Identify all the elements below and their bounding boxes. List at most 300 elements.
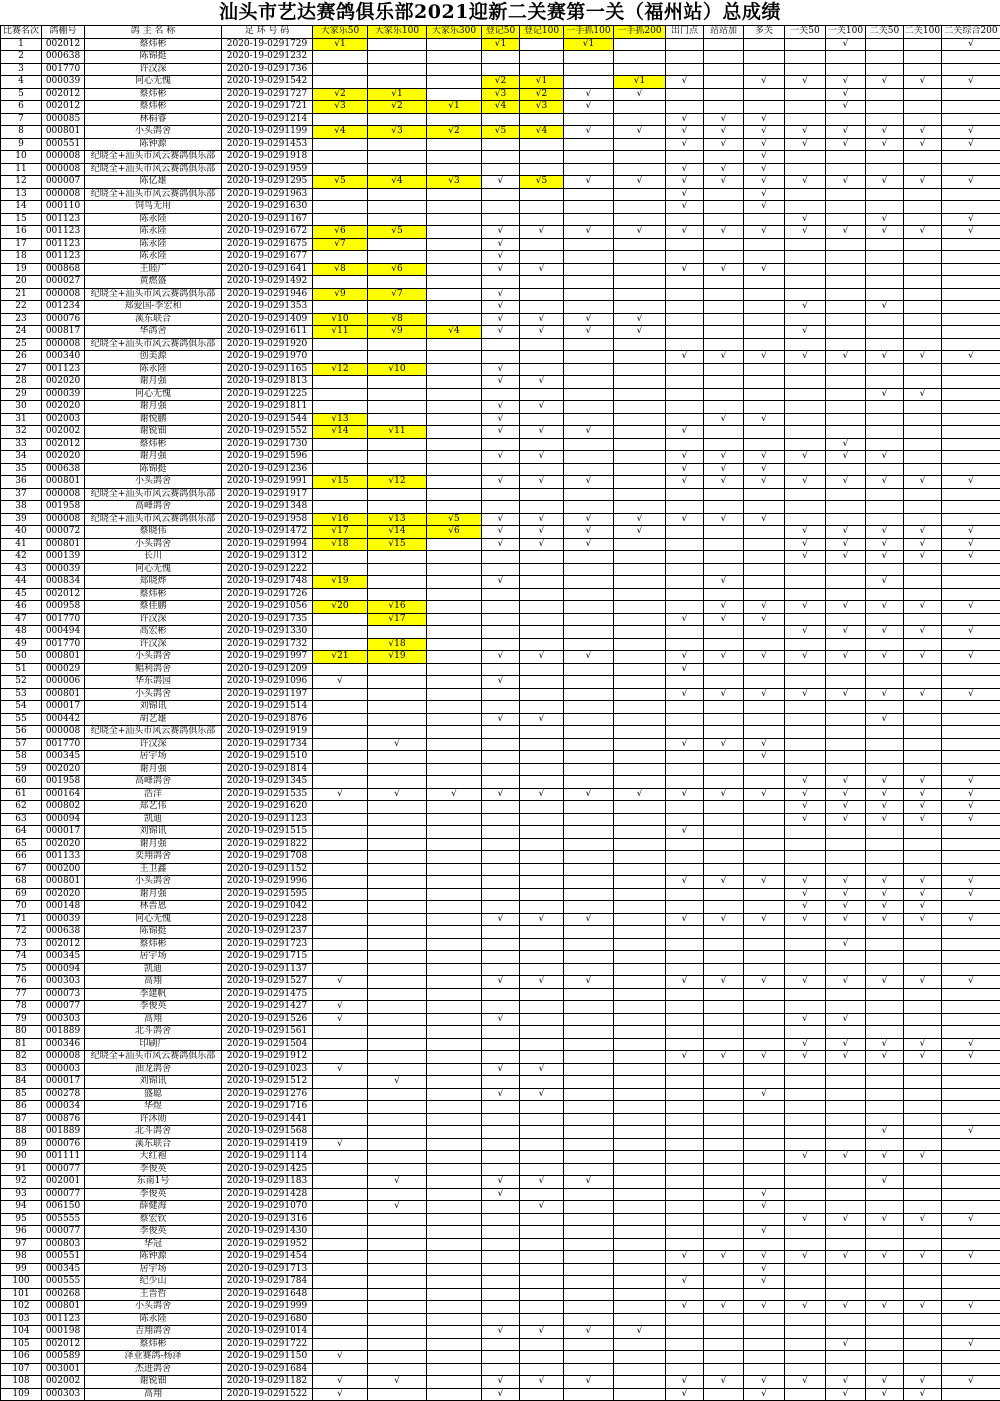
cell-yishouzhua200 [614, 1388, 666, 1401]
cell-yishouzhua100: √ [564, 176, 614, 189]
cell-ring: 2020-19-0291492 [222, 276, 313, 289]
cell-dajiale300 [427, 651, 482, 664]
cell-rank: 20 [1, 276, 42, 289]
cell-rank: 8 [1, 126, 42, 139]
cell-erguan100 [904, 251, 942, 264]
cell-loft-id: 000039 [42, 563, 85, 576]
cell-loft-id: 000017 [42, 826, 85, 839]
cell-yiguan50 [785, 963, 826, 976]
cell-zhanzhanjia: √ [704, 351, 744, 364]
cell-chumendian [666, 1163, 704, 1176]
cell-dengji100 [520, 363, 564, 376]
cell-duoguan: √ [744, 688, 785, 701]
cell-dajiale300 [427, 563, 482, 576]
cell-dajiale300 [427, 238, 482, 251]
cell-ring: 2020-19-0291999 [222, 1301, 313, 1314]
cell-erguan50: √ [866, 1213, 904, 1226]
cell-dajiale100: √12 [368, 476, 427, 489]
cell-dengji50 [482, 551, 520, 564]
cell-rank: 14 [1, 201, 42, 214]
cell-yiguan50: √ [785, 1151, 826, 1164]
cell-owner: 谢锐钿 [85, 1376, 222, 1389]
cell-dajiale50: √3 [313, 101, 368, 114]
cell-yishouzhua100 [564, 463, 614, 476]
cell-rank: 44 [1, 576, 42, 589]
cell-rank: 54 [1, 701, 42, 714]
cell-yiguan100: √ [826, 913, 866, 926]
table-row [1, 813, 1000, 826]
cell-yishouzhua100 [564, 276, 614, 289]
table-row [1, 351, 1000, 364]
cell-dajiale100: √6 [368, 263, 427, 276]
cell-zhanzhanjia [704, 1163, 744, 1176]
cell-owner: 浩洋 [85, 788, 222, 801]
table-row [1, 513, 1000, 526]
cell-zhanzhanjia [704, 1063, 744, 1076]
cell-rank: 97 [1, 1238, 42, 1251]
cell-erguan100: √ [904, 1151, 942, 1164]
cell-rank: 21 [1, 288, 42, 301]
cell-chumendian [666, 1338, 704, 1351]
cell-duoguan [744, 838, 785, 851]
cell-duoguan [744, 951, 785, 964]
table-row [1, 751, 1000, 764]
cell-yiguan50 [785, 988, 826, 1001]
cell-dajiale300 [427, 588, 482, 601]
cell-owner: 小头鸽舍 [85, 476, 222, 489]
cell-dajiale300 [427, 1188, 482, 1201]
cell-dajiale100 [368, 938, 427, 951]
cell-rank: 5 [1, 88, 42, 101]
cell-chumendian [666, 38, 704, 51]
cell-owner: 蔡炜彬 [85, 938, 222, 951]
cell-dengji50 [482, 1138, 520, 1151]
cell-yishouzhua200: √ [614, 126, 666, 139]
cell-rank: 90 [1, 1151, 42, 1164]
cell-ring: 2020-19-0291620 [222, 801, 313, 814]
cell-dajiale100: √11 [368, 426, 427, 439]
cell-duoguan [744, 213, 785, 226]
cell-loft-id: 000801 [42, 1301, 85, 1314]
cell-loft-id: 006150 [42, 1201, 85, 1214]
cell-yiguan50 [785, 763, 826, 776]
cell-yishouzhua200 [614, 926, 666, 939]
cell-erguan100 [904, 51, 942, 64]
cell-dajiale50: √ [313, 1063, 368, 1076]
cell-dengji100 [520, 726, 564, 739]
cell-yiguan100: √ [826, 1338, 866, 1351]
cell-dajiale100 [368, 51, 427, 64]
cell-duoguan [744, 963, 785, 976]
cell-ring: 2020-19-0291715 [222, 951, 313, 964]
table-row [1, 676, 1000, 689]
cell-owner: 蔡宏钦 [85, 1213, 222, 1226]
cell-dajiale50 [313, 1088, 368, 1101]
cell-rank: 56 [1, 726, 42, 739]
cell-ring: 2020-19-0291784 [222, 1276, 313, 1289]
cell-erguan50: √ [866, 1376, 904, 1389]
cell-loft-id: 000039 [42, 76, 85, 89]
cell-rank: 91 [1, 1163, 42, 1176]
cell-dajiale300 [427, 338, 482, 351]
cell-erguan50 [866, 251, 904, 264]
cell-erguan-zonghe200 [942, 1351, 1000, 1364]
cell-yishouzhua200 [614, 1251, 666, 1264]
cell-owner: 林梋睿 [85, 113, 222, 126]
cell-yiguan50: √ [785, 976, 826, 989]
cell-erguan50 [866, 826, 904, 839]
cell-ring: 2020-19-0291475 [222, 988, 313, 1001]
cell-chumendian [666, 926, 704, 939]
cell-yiguan100 [826, 563, 866, 576]
cell-erguan-zonghe200 [942, 276, 1000, 289]
cell-erguan100 [904, 1101, 942, 1114]
cell-ring: 2020-19-0291918 [222, 151, 313, 164]
cell-chumendian [666, 551, 704, 564]
table-row [1, 1063, 1000, 1076]
cell-erguan50 [866, 426, 904, 439]
cell-dajiale100 [368, 1051, 427, 1064]
cell-yiguan50 [785, 1363, 826, 1376]
cell-rank: 69 [1, 888, 42, 901]
cell-loft-id: 000200 [42, 863, 85, 876]
table-row [1, 563, 1000, 576]
cell-dajiale300 [427, 1138, 482, 1151]
cell-erguan50: √ [866, 1051, 904, 1064]
cell-dajiale50 [313, 201, 368, 214]
cell-dajiale300 [427, 38, 482, 51]
cell-dajiale100: √7 [368, 288, 427, 301]
cell-dajiale300 [427, 863, 482, 876]
cell-chumendian [666, 801, 704, 814]
cell-erguan100 [904, 663, 942, 676]
cell-yiguan100 [826, 1176, 866, 1189]
cell-dajiale100 [368, 701, 427, 714]
cell-erguan100: √ [904, 1251, 942, 1264]
cell-dengji100 [520, 188, 564, 201]
cell-dajiale300 [427, 276, 482, 289]
cell-dajiale300 [427, 538, 482, 551]
cell-rank: 100 [1, 1276, 42, 1289]
cell-yishouzhua100 [564, 688, 614, 701]
cell-duoguan [744, 101, 785, 114]
cell-zhanzhanjia [704, 101, 744, 114]
cell-erguan50 [866, 1326, 904, 1339]
cell-erguan-zonghe200: √ [942, 801, 1000, 814]
cell-zhanzhanjia [704, 776, 744, 789]
cell-dengji100 [520, 751, 564, 764]
cell-yishouzhua200 [614, 1338, 666, 1351]
cell-owner: 陈永陸 [85, 251, 222, 264]
cell-chumendian [666, 338, 704, 351]
cell-erguan100: √ [904, 913, 942, 926]
cell-rank: 86 [1, 1101, 42, 1114]
cell-yishouzhua100 [564, 1363, 614, 1376]
cell-dajiale50 [313, 1251, 368, 1264]
cell-yishouzhua100 [564, 1313, 614, 1326]
cell-yishouzhua100 [564, 63, 614, 76]
cell-yiguan50: √ [785, 801, 826, 814]
cell-chumendian [666, 438, 704, 451]
cell-duoguan: √ [744, 1376, 785, 1389]
cell-dengji100 [520, 926, 564, 939]
cell-yishouzhua100 [564, 763, 614, 776]
cell-erguan100 [904, 826, 942, 839]
cell-rank: 35 [1, 463, 42, 476]
cell-owner: 溪东联合 [85, 1138, 222, 1151]
cell-loft-id: 000094 [42, 813, 85, 826]
cell-loft-id: 000345 [42, 951, 85, 964]
cell-dajiale50 [313, 938, 368, 951]
cell-zhanzhanjia [704, 988, 744, 1001]
cell-erguan-zonghe200 [942, 1326, 1000, 1339]
cell-zhanzhanjia [704, 588, 744, 601]
cell-yiguan50 [785, 1163, 826, 1176]
cell-dajiale50 [313, 776, 368, 789]
cell-yiguan50 [785, 1288, 826, 1301]
cell-yiguan100 [826, 463, 866, 476]
cell-chumendian [666, 388, 704, 401]
cell-dengji50 [482, 276, 520, 289]
cell-dajiale300 [427, 1201, 482, 1214]
cell-yishouzhua100 [564, 1038, 614, 1051]
cell-dajiale50 [313, 951, 368, 964]
cell-rank: 41 [1, 538, 42, 551]
cell-zhanzhanjia [704, 1201, 744, 1214]
cell-yiguan50: √ [785, 626, 826, 639]
cell-rank: 106 [1, 1351, 42, 1364]
table-row [1, 1351, 1000, 1364]
cell-dajiale50: √21 [313, 651, 368, 664]
cell-erguan50: √ [866, 301, 904, 314]
cell-zhanzhanjia [704, 713, 744, 726]
cell-dengji50: √ [482, 1063, 520, 1076]
cell-owner: 冋心无愧 [85, 563, 222, 576]
cell-loft-id: 000077 [42, 1226, 85, 1239]
cell-ring: 2020-19-0291419 [222, 1138, 313, 1151]
cell-loft-id: 000345 [42, 1263, 85, 1276]
table-row [1, 688, 1000, 701]
cell-dengji50: √ [482, 176, 520, 189]
cell-dajiale100 [368, 201, 427, 214]
cell-yiguan100: √ [826, 438, 866, 451]
cell-rank: 11 [1, 163, 42, 176]
cell-owner: 李俊英 [85, 1001, 222, 1014]
cell-yiguan100 [826, 1263, 866, 1276]
cell-yishouzhua100: √ [564, 788, 614, 801]
cell-dajiale50: √12 [313, 363, 368, 376]
cell-dengji50 [482, 1163, 520, 1176]
cell-chumendian [666, 1026, 704, 1039]
cell-rank: 42 [1, 551, 42, 564]
cell-yishouzhua200 [614, 1126, 666, 1139]
col-header-erguan50: 二关50 [866, 26, 904, 39]
cell-yiguan100 [826, 851, 866, 864]
cell-loft-id: 000008 [42, 338, 85, 351]
cell-dajiale300 [427, 1351, 482, 1364]
cell-erguan100: √ [904, 351, 942, 364]
cell-dengji50: √ [482, 238, 520, 251]
cell-dajiale50 [313, 701, 368, 714]
cell-erguan100 [904, 738, 942, 751]
cell-zhanzhanjia [704, 901, 744, 914]
cell-dajiale100 [368, 1226, 427, 1239]
cell-owner: 谢悦鹏 [85, 413, 222, 426]
cell-erguan50: √ [866, 388, 904, 401]
cell-dajiale50 [313, 613, 368, 626]
cell-zhanzhanjia [704, 1276, 744, 1289]
cell-dengji50 [482, 876, 520, 889]
cell-dengji100 [520, 1013, 564, 1026]
cell-dajiale100: √5 [368, 226, 427, 239]
cell-loft-id: 002020 [42, 763, 85, 776]
cell-erguan-zonghe200 [942, 751, 1000, 764]
cell-dengji100 [520, 701, 564, 714]
cell-duoguan [744, 763, 785, 776]
cell-yiguan50: √ [785, 551, 826, 564]
cell-zhanzhanjia [704, 276, 744, 289]
cell-dajiale50 [313, 376, 368, 389]
cell-loft-id: 001123 [42, 251, 85, 264]
cell-chumendian: √ [666, 176, 704, 189]
cell-dajiale100: √8 [368, 313, 427, 326]
cell-chumendian [666, 151, 704, 164]
cell-erguan-zonghe200 [942, 901, 1000, 914]
cell-dengji100 [520, 388, 564, 401]
cell-duoguan [744, 1163, 785, 1176]
cell-owner: 刘锦讯 [85, 701, 222, 714]
cell-chumendian [666, 676, 704, 689]
cell-erguan50: √ [866, 688, 904, 701]
cell-yiguan100: √ [826, 901, 866, 914]
cell-yiguan100 [826, 238, 866, 251]
cell-yishouzhua100 [564, 751, 614, 764]
cell-yiguan50: √ [785, 601, 826, 614]
cell-zhanzhanjia: √ [704, 976, 744, 989]
cell-erguan-zonghe200 [942, 188, 1000, 201]
cell-erguan50: √ [866, 76, 904, 89]
cell-dajiale300 [427, 1101, 482, 1114]
cell-loft-id: 002012 [42, 38, 85, 51]
cell-dajiale300 [427, 88, 482, 101]
cell-dajiale100 [368, 163, 427, 176]
cell-erguan-zonghe200 [942, 713, 1000, 726]
cell-erguan-zonghe200 [942, 438, 1000, 451]
cell-yiguan100: √ [826, 788, 866, 801]
table-row [1, 588, 1000, 601]
cell-dajiale300 [427, 951, 482, 964]
cell-dajiale50 [313, 1226, 368, 1239]
cell-rank: 34 [1, 451, 42, 464]
cell-ring: 2020-19-0291316 [222, 1213, 313, 1226]
cell-duoguan [744, 851, 785, 864]
cell-yiguan100: √ [826, 801, 866, 814]
cell-yiguan50 [785, 1126, 826, 1139]
cell-chumendian [666, 901, 704, 914]
cell-dengji50: √ [482, 426, 520, 439]
cell-erguan50: √ [866, 626, 904, 639]
cell-yishouzhua100 [564, 1288, 614, 1301]
cell-erguan100 [904, 851, 942, 864]
cell-dajiale50 [313, 338, 368, 351]
cell-zhanzhanjia [704, 1313, 744, 1326]
cell-erguan50 [866, 1138, 904, 1151]
cell-dajiale300 [427, 1051, 482, 1064]
cell-ring: 2020-19-0291544 [222, 413, 313, 426]
cell-ring: 2020-19-0291822 [222, 838, 313, 851]
cell-rank: 64 [1, 826, 42, 839]
cell-duoguan: √ [744, 151, 785, 164]
cell-yishouzhua100 [564, 676, 614, 689]
cell-erguan-zonghe200 [942, 851, 1000, 864]
cell-duoguan [744, 301, 785, 314]
cell-erguan100: √ [904, 651, 942, 664]
cell-yishouzhua200 [614, 713, 666, 726]
cell-dajiale50 [313, 726, 368, 739]
cell-yishouzhua200 [614, 1226, 666, 1239]
cell-dengji100 [520, 1363, 564, 1376]
cell-zhanzhanjia [704, 238, 744, 251]
cell-erguan100: √ [904, 1376, 942, 1389]
cell-loft-id: 000017 [42, 701, 85, 714]
cell-dajiale300 [427, 413, 482, 426]
cell-erguan100 [904, 326, 942, 339]
cell-zhanzhanjia [704, 313, 744, 326]
cell-owner: 王睦广 [85, 263, 222, 276]
cell-dajiale300 [427, 401, 482, 414]
cell-chumendian [666, 526, 704, 539]
cell-yiguan100: √ [826, 776, 866, 789]
cell-dengji50: √ [482, 1176, 520, 1189]
cell-duoguan [744, 401, 785, 414]
cell-dajiale100 [368, 1113, 427, 1126]
cell-rank: 83 [1, 1063, 42, 1076]
cell-dajiale100: √13 [368, 513, 427, 526]
cell-dajiale300 [427, 976, 482, 989]
cell-ring: 2020-19-0291214 [222, 113, 313, 126]
cell-yishouzhua100 [564, 138, 614, 151]
cell-duoguan: √ [744, 476, 785, 489]
cell-erguan100: √ [904, 1213, 942, 1226]
cell-yiguan50 [785, 276, 826, 289]
cell-yiguan50 [785, 1276, 826, 1289]
cell-erguan50 [866, 926, 904, 939]
cell-dengji50 [482, 1201, 520, 1214]
cell-dajiale300 [427, 151, 482, 164]
cell-ring: 2020-19-0291732 [222, 638, 313, 651]
cell-yiguan50 [785, 826, 826, 839]
cell-yiguan50 [785, 638, 826, 651]
cell-rank: 62 [1, 801, 42, 814]
cell-yishouzhua200 [614, 863, 666, 876]
cell-dajiale300 [427, 1076, 482, 1089]
cell-yishouzhua100 [564, 1101, 614, 1114]
cell-zhanzhanjia: √ [704, 688, 744, 701]
cell-yiguan50 [785, 1351, 826, 1364]
cell-yiguan100 [826, 326, 866, 339]
cell-loft-id: 001770 [42, 63, 85, 76]
col-header-ring: 足 环 号 码 [222, 26, 313, 39]
cell-yiguan100 [826, 588, 866, 601]
cell-yishouzhua100: √ [564, 513, 614, 526]
cell-dengji100 [520, 638, 564, 651]
cell-erguan-zonghe200: √ [942, 1376, 1000, 1389]
cell-yiguan50 [785, 238, 826, 251]
cell-erguan100 [904, 488, 942, 501]
cell-dajiale100 [368, 1001, 427, 1014]
cell-ring: 2020-19-0291023 [222, 1063, 313, 1076]
cell-ring: 2020-19-0291514 [222, 701, 313, 714]
